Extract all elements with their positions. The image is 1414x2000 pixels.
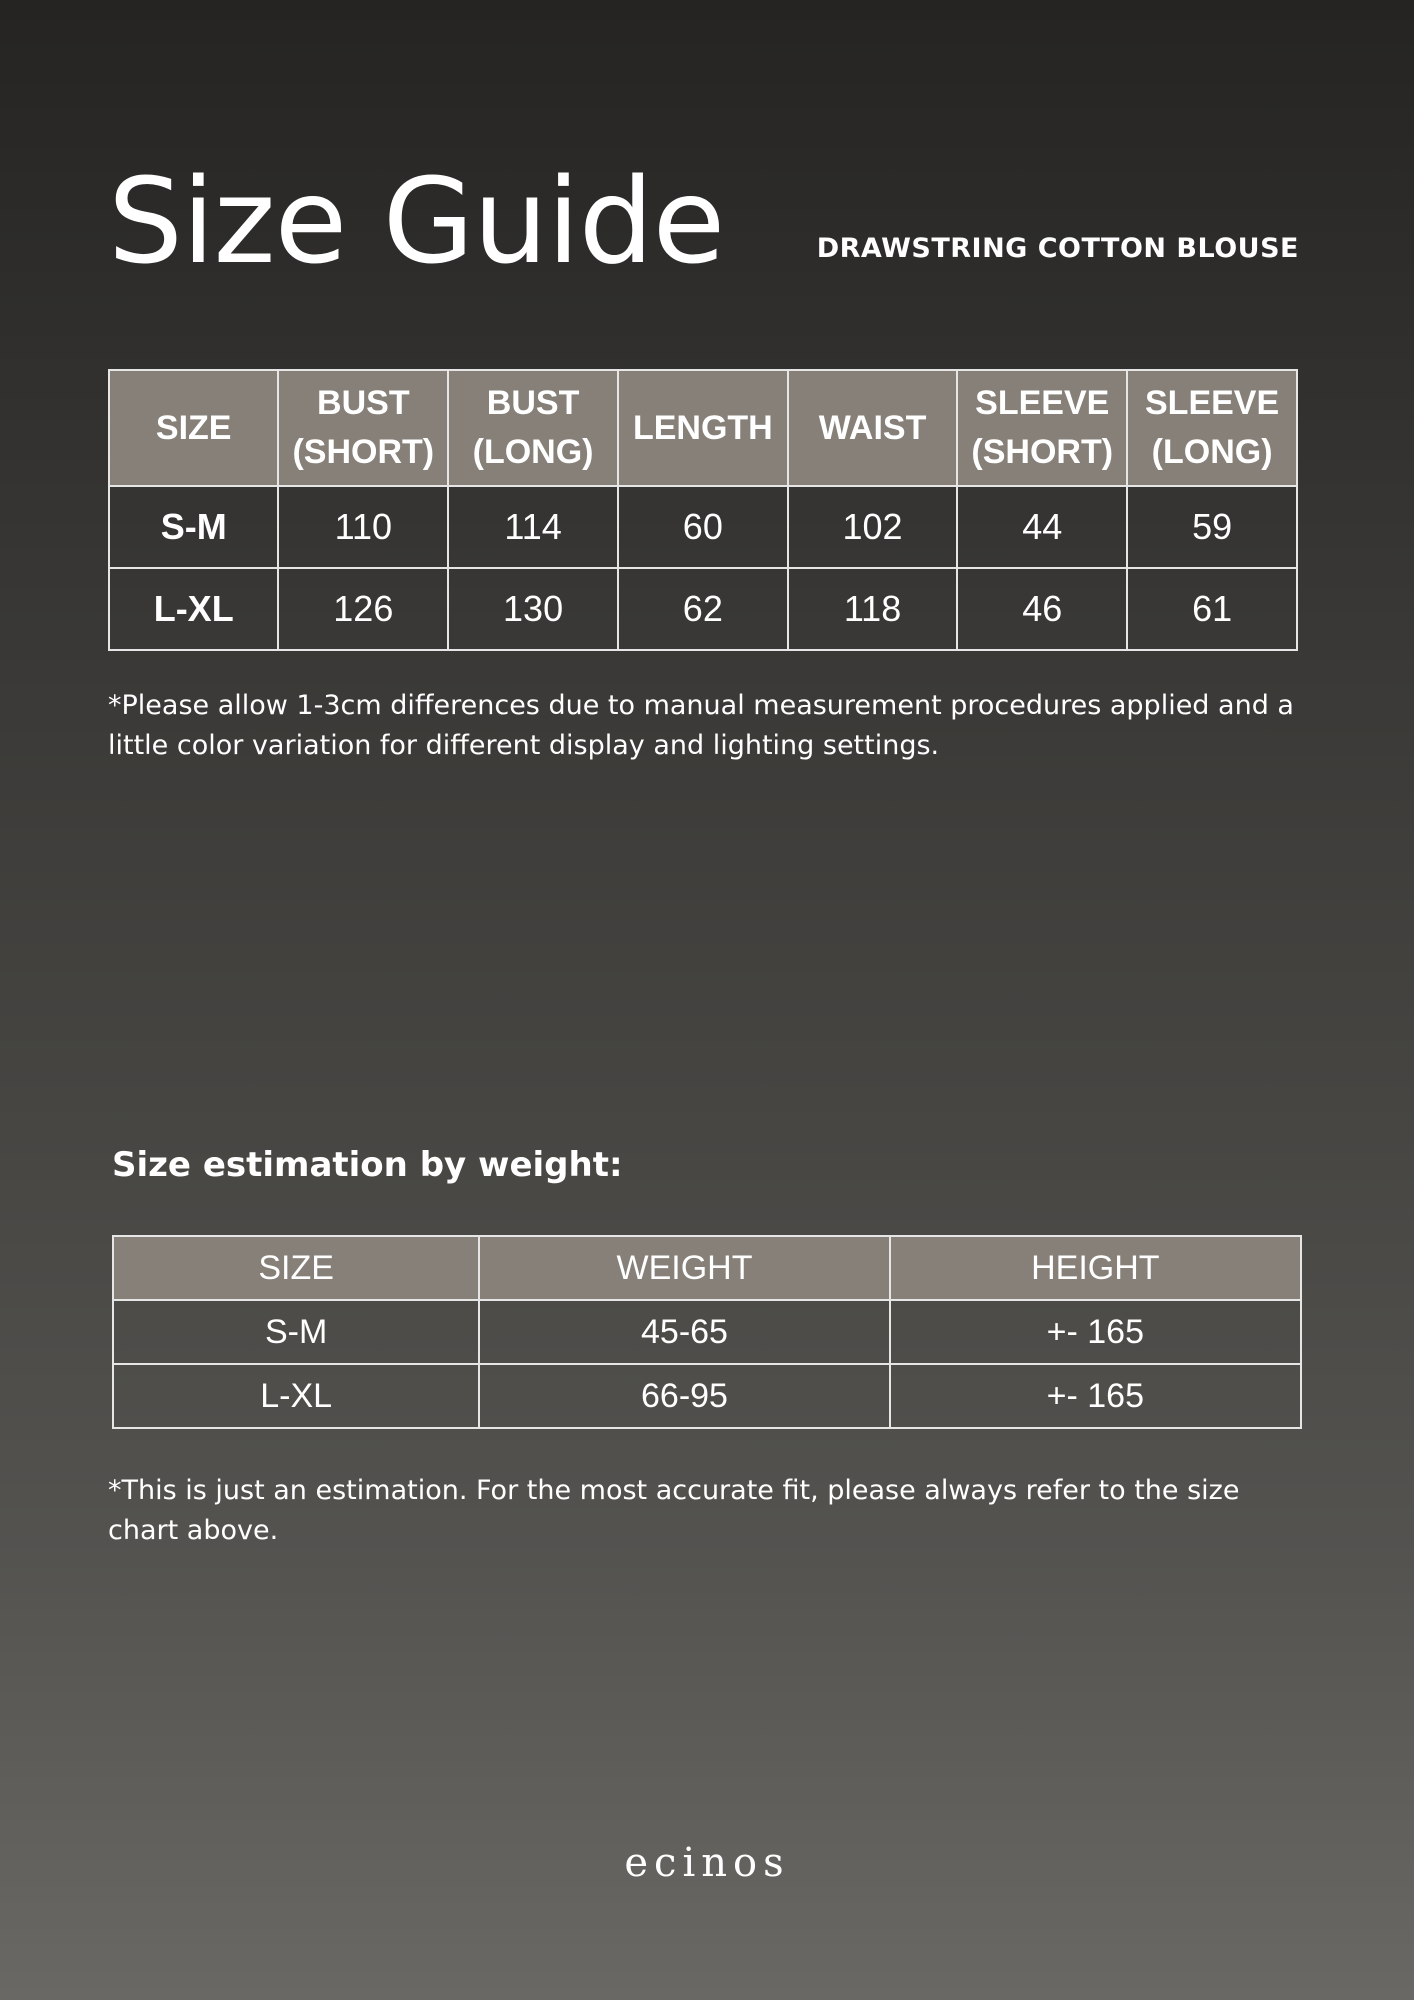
- table-cell: L-XL: [113, 1364, 479, 1428]
- table-cell: 46: [957, 568, 1127, 650]
- table-cell: 44: [957, 486, 1127, 568]
- table-cell: L-XL: [109, 568, 278, 650]
- table-cell: 45-65: [479, 1300, 889, 1364]
- table-cell: S-M: [109, 486, 278, 568]
- table-cell: 60: [618, 486, 788, 568]
- table-cell: 126: [278, 568, 448, 650]
- table-cell: S-M: [113, 1300, 479, 1364]
- weight-chart-table: [112, 1235, 1302, 1429]
- estimation-note: *This is just an estimation. For the most accurate fit, please always refer to the size chart above.: [108, 1475, 1240, 1546]
- size-chart-table: [108, 369, 1298, 651]
- header-waist: WAIST: [788, 370, 958, 486]
- table-cell: 59: [1127, 486, 1297, 568]
- header-bust-long: BUST (LONG): [448, 370, 618, 486]
- table-cell: 130: [448, 568, 618, 650]
- table-cell: 61: [1127, 568, 1297, 650]
- table-cell: +- 165: [890, 1364, 1301, 1428]
- table-row: [109, 486, 1297, 568]
- table-cell: 118: [788, 568, 958, 650]
- table-cell: 102: [788, 486, 958, 568]
- header-sleeve-long: SLEEVE (LONG): [1127, 370, 1297, 486]
- header-height: HEIGHT: [890, 1236, 1301, 1300]
- header-length: LENGTH: [618, 370, 788, 486]
- table-row: [113, 1364, 1301, 1428]
- table-cell: 62: [618, 568, 788, 650]
- product-name: DRAWSTRING COTTON BLOUSE: [816, 233, 1299, 264]
- measurement-note: *Please allow 1-3cm differences due to manual measurement procedures applied and a little color variation for different display and lighting settings.: [108, 690, 1294, 761]
- header-sleeve-short: SLEEVE (SHORT): [957, 370, 1127, 486]
- header-weight: WEIGHT: [479, 1236, 889, 1300]
- page-title: Size Guide: [108, 152, 725, 290]
- brand-logo: ecinos: [624, 1840, 790, 1886]
- size-chart-header-row: [109, 370, 1297, 486]
- table-row: [113, 1300, 1301, 1364]
- table-cell: 110: [278, 486, 448, 568]
- table-cell: +- 165: [890, 1300, 1301, 1364]
- weight-section-heading: Size estimation by weight:: [112, 1145, 623, 1185]
- header-size: SIZE: [113, 1236, 479, 1300]
- table-cell: 66-95: [479, 1364, 889, 1428]
- weight-chart-header-row: [113, 1236, 1301, 1300]
- table-row: [109, 568, 1297, 650]
- header-bust-short: BUST (SHORT): [278, 370, 448, 486]
- table-cell: 114: [448, 486, 618, 568]
- header-size: SIZE: [109, 370, 278, 486]
